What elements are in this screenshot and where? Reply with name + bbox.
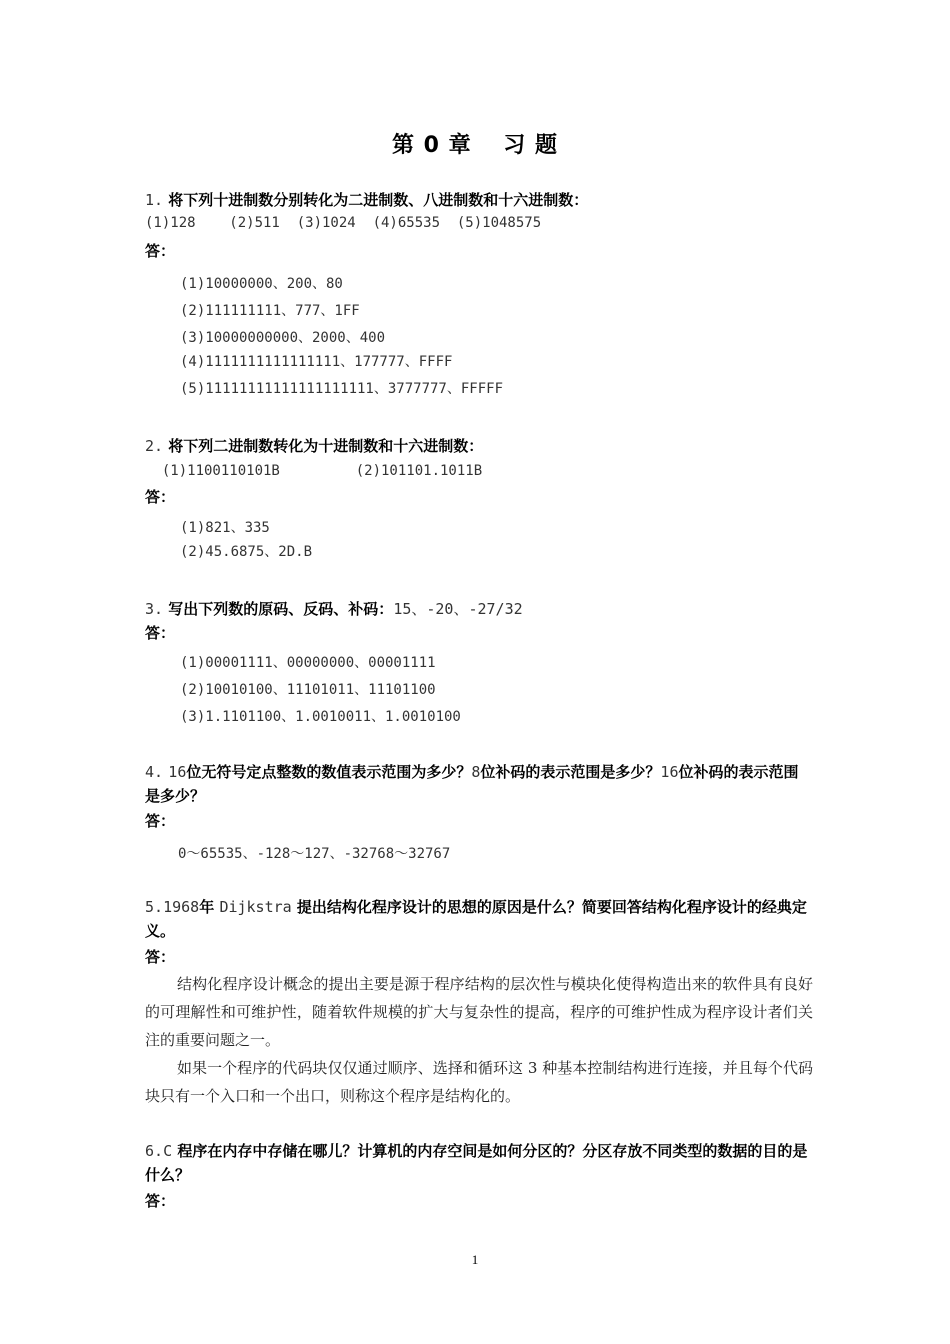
- answer-label: 答：: [145, 488, 176, 506]
- question-number: 6.: [145, 1142, 164, 1160]
- question-text: 提出结构化程序设计的思想的原因是什么？简要回答结构化程序设计的经典定义。: [145, 898, 807, 940]
- question-5: [145, 895, 813, 943]
- question-number: 5.: [145, 898, 164, 916]
- page-title: 第 0 章 习 题: [392, 133, 558, 158]
- answer-label: 答：: [145, 948, 176, 966]
- question-text: 位补码的表示范围是多少？: [480, 763, 661, 781]
- question-values: 15、-20、-27/32: [393, 600, 523, 618]
- question-number: 1.: [145, 191, 164, 209]
- number-8: 8: [471, 763, 481, 781]
- answer-label: 答：: [145, 242, 176, 260]
- answer-line: (2)111111111、777、1FF: [180, 303, 360, 319]
- question-text: 将下列二进制数转化为十进制数和十六进制数：: [168, 437, 484, 455]
- question-text: 将下列十进制数分别转化为二进制数、八进制数和十六进制数：: [168, 191, 589, 209]
- answer-line: 0～65535、-128～127、-32768～32767: [178, 846, 451, 862]
- answer-line: (2)10010100、11101011、11101100: [180, 682, 436, 698]
- number-16: 16: [168, 763, 187, 781]
- question-2: [145, 434, 813, 458]
- answer-line: (1)821、335: [180, 520, 270, 536]
- question-3: [145, 597, 813, 621]
- question-number: 4.: [145, 763, 164, 781]
- answer-line: (3)10000000000、2000、400: [180, 330, 386, 346]
- answer-line: (3)1.1101100、1.0010011、1.0010100: [180, 709, 461, 725]
- answer-label: 答：: [145, 624, 176, 642]
- question-number: 2.: [145, 437, 164, 455]
- page-number: 1: [471, 1252, 479, 1267]
- answer-label: 答：: [145, 812, 176, 830]
- answer-line: (1)00001111、00000000、00001111: [180, 655, 436, 671]
- question-text: 程序在内存中存储在哪儿？计算机的内存空间是如何分区的？分区存放不同类型的数据的目的是什么？: [145, 1142, 808, 1184]
- answer-label: 答：: [145, 1192, 176, 1210]
- answer-paragraph: 结构化程序设计概念的提出主要是源于程序结构的层次性与模块化使得构造出来的软件具有良好的可理解性和可维护性，随着软件规模的扩大与复杂性的提高，程序的可维护性成为程序设计者们关注的重要问题之一。: [145, 975, 813, 1049]
- question-text: 位无符号定点整数的数值表示范围为多少？: [186, 763, 472, 781]
- question-text: 位补码的表示范围是多少？: [145, 763, 799, 805]
- question-6: [145, 1139, 813, 1187]
- question-1: [145, 188, 813, 212]
- answer-line: (5)11111111111111111111、3777777、FFFFF: [180, 381, 504, 397]
- question-text: 年: [199, 898, 215, 916]
- answer-paragraph: 如果一个程序的代码块仅仅通过顺序、选择和循环这 3 种基本控制结构进行连接，并且每个代码块只有一个入口和一个出口，则称这个程序是结构化的。: [145, 1059, 813, 1105]
- question-text: 写出下列数的原码、反码、补码：: [168, 600, 394, 618]
- answer-line: (1)10000000、200、80: [180, 276, 343, 292]
- language-name: C: [163, 1142, 173, 1160]
- person-name: Dijkstra: [219, 898, 292, 916]
- question-number: 3.: [145, 600, 164, 618]
- number-16: 16: [660, 763, 679, 781]
- question-2-options: (1)1100110101B (2)101101.1011B: [145, 463, 483, 479]
- year: 1968: [163, 898, 200, 916]
- answer-line: (2)45.6875、2D.B: [180, 544, 313, 560]
- answer-line: (4)1111111111111111、177777、FFFF: [180, 354, 453, 370]
- question-4: [145, 760, 813, 808]
- question-1-options: (1)128 (2)511 (3)1024 (4)65535 (5)1048575: [145, 215, 542, 231]
